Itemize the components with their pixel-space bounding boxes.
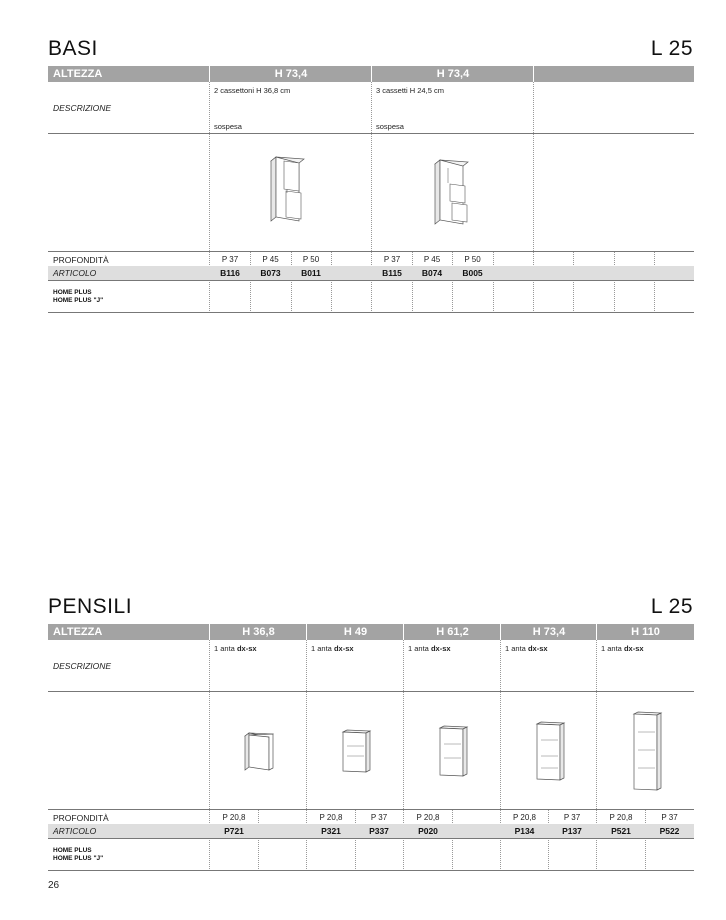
three-drawer-base-icon bbox=[432, 158, 472, 228]
desc-bold: dx-sx bbox=[333, 644, 354, 653]
desc-text: 1 anta bbox=[214, 644, 237, 653]
wall-unit-h110-icon bbox=[631, 710, 663, 794]
pensili-profondita-label: PROFONDITÀ bbox=[53, 813, 109, 823]
subcolumn-divider bbox=[331, 252, 332, 313]
home-plus-label: HOME PLUS bbox=[53, 847, 92, 854]
subcolumn-divider bbox=[452, 810, 453, 871]
divider bbox=[371, 66, 372, 82]
pensili-depth: P 37 bbox=[563, 813, 581, 822]
subcolumn-divider bbox=[573, 252, 574, 313]
home-plus-j-label: HOME PLUS "J" bbox=[53, 297, 104, 304]
pensili-title: PENSILI bbox=[48, 595, 133, 618]
pensili-articolo-label: ARTICOLO bbox=[53, 826, 97, 836]
pensili-depth: P 20,8 bbox=[416, 813, 440, 822]
desc-bold: dx-sx bbox=[236, 644, 257, 653]
pensili-width-label: L 25 bbox=[650, 595, 693, 618]
basi-altezza-label: ALTEZZA bbox=[53, 68, 103, 80]
desc-text: 1 anta bbox=[505, 644, 528, 653]
desc-text: 1 anta bbox=[311, 644, 334, 653]
basi-depth: P 37 bbox=[221, 255, 239, 264]
article-code: B074 bbox=[421, 268, 443, 278]
article-code: P522 bbox=[659, 826, 680, 836]
basi-col1-desc-top: 2 cassettoni H 36,8 cm bbox=[214, 86, 291, 95]
wall-unit-h36-icon bbox=[243, 731, 275, 773]
article-code: B115 bbox=[382, 268, 402, 278]
wall-unit-h73-icon bbox=[534, 720, 566, 784]
divider bbox=[596, 624, 597, 640]
divider bbox=[306, 624, 307, 640]
basi-home-plus bbox=[53, 289, 103, 305]
divider bbox=[500, 624, 501, 640]
divider bbox=[209, 66, 210, 82]
pensili-descrizione-label: DESCRIZIONE bbox=[53, 661, 112, 671]
pensili-altezza-label: ALTEZZA bbox=[53, 626, 103, 638]
basi-col2-desc-bottom: sospesa bbox=[376, 122, 404, 131]
pensili-col2-desc bbox=[311, 644, 354, 653]
basi-depth: P 50 bbox=[464, 255, 481, 264]
basi-depth: P 45 bbox=[262, 255, 279, 264]
article-code: P337 bbox=[369, 826, 389, 836]
subcolumn-divider bbox=[258, 810, 259, 871]
pensili-depth: P 20,8 bbox=[513, 813, 536, 822]
pensili-home-plus bbox=[53, 847, 103, 863]
pensili-col4-height: H 73,4 bbox=[532, 626, 566, 638]
basi-col2-height: H 73,4 bbox=[436, 68, 470, 80]
pensili-col3-height: H 61,2 bbox=[436, 626, 469, 638]
subcolumn-divider bbox=[493, 252, 494, 313]
row-divider bbox=[48, 133, 694, 134]
article-code: P020 bbox=[418, 826, 438, 836]
two-drawer-base-icon bbox=[268, 155, 308, 225]
subcolumn-divider bbox=[614, 252, 615, 313]
desc-text: 1 anta bbox=[408, 644, 431, 653]
basi-col1-height: H 73,4 bbox=[274, 68, 308, 80]
pensili-depth: P 37 bbox=[661, 813, 678, 822]
basi-descrizione-label: DESCRIZIONE bbox=[53, 103, 112, 113]
pensili-header-bar bbox=[48, 624, 694, 640]
article-code: P721 bbox=[224, 826, 244, 836]
row-divider bbox=[48, 809, 694, 810]
basi-articolo-label: ARTICOLO bbox=[53, 268, 97, 278]
desc-bold: dx-sx bbox=[623, 644, 644, 653]
row-divider bbox=[48, 838, 694, 839]
article-code: P134 bbox=[514, 826, 535, 836]
wall-unit-h49-icon bbox=[340, 728, 372, 776]
article-code: B005 bbox=[462, 268, 483, 278]
pensili-col2-height: H 49 bbox=[343, 626, 368, 638]
divider bbox=[209, 624, 210, 640]
row-divider bbox=[48, 251, 694, 252]
desc-bold: dx-sx bbox=[527, 644, 548, 653]
pensili-depth: P 37 bbox=[370, 813, 388, 822]
divider bbox=[533, 66, 534, 82]
row-divider bbox=[48, 280, 694, 281]
basi-profondita-label: PROFONDITÀ bbox=[53, 255, 109, 265]
basi-articolo-row bbox=[48, 266, 694, 280]
page-number: 26 bbox=[48, 880, 60, 891]
article-code: B011 bbox=[301, 268, 321, 278]
row-divider bbox=[48, 312, 694, 313]
desc-text: 1 anta bbox=[601, 644, 624, 653]
pensili-col5-desc bbox=[601, 644, 644, 653]
pensili-depth: P 20,8 bbox=[319, 813, 343, 822]
article-code: P521 bbox=[611, 826, 631, 836]
wall-unit-h61-icon bbox=[437, 724, 469, 780]
article-code: P137 bbox=[562, 826, 582, 836]
pensili-depth: P 20,8 bbox=[609, 813, 633, 822]
basi-title: BASI bbox=[48, 37, 98, 60]
home-plus-j-label: HOME PLUS "J" bbox=[53, 855, 104, 862]
pensili-col1-desc bbox=[214, 644, 257, 653]
home-plus-label: HOME PLUS bbox=[53, 289, 92, 296]
basi-col2-desc-top: 3 cassetti H 24,5 cm bbox=[376, 86, 444, 95]
row-divider bbox=[48, 691, 694, 692]
subcolumn-divider bbox=[654, 252, 655, 313]
row-divider bbox=[48, 870, 694, 871]
basi-header-bar bbox=[48, 66, 694, 82]
basi-depth: P 50 bbox=[302, 255, 320, 264]
pensili-depth: P 20,8 bbox=[222, 813, 246, 822]
pensili-col1-height: H 36,8 bbox=[242, 626, 275, 638]
basi-depth: P 37 bbox=[383, 255, 401, 264]
article-code: P321 bbox=[321, 826, 341, 836]
article-code: B073 bbox=[260, 268, 281, 278]
pensili-col5-height: H 110 bbox=[631, 626, 660, 638]
desc-bold: dx-sx bbox=[430, 644, 451, 653]
pensili-col3-desc bbox=[408, 644, 451, 653]
basi-depth: P 45 bbox=[423, 255, 441, 264]
article-code: B116 bbox=[220, 268, 240, 278]
divider bbox=[403, 624, 404, 640]
basi-width-label: L 25 bbox=[650, 37, 693, 60]
basi-col1-desc-bottom: sospesa bbox=[214, 122, 242, 131]
pensili-col4-desc bbox=[505, 644, 548, 653]
